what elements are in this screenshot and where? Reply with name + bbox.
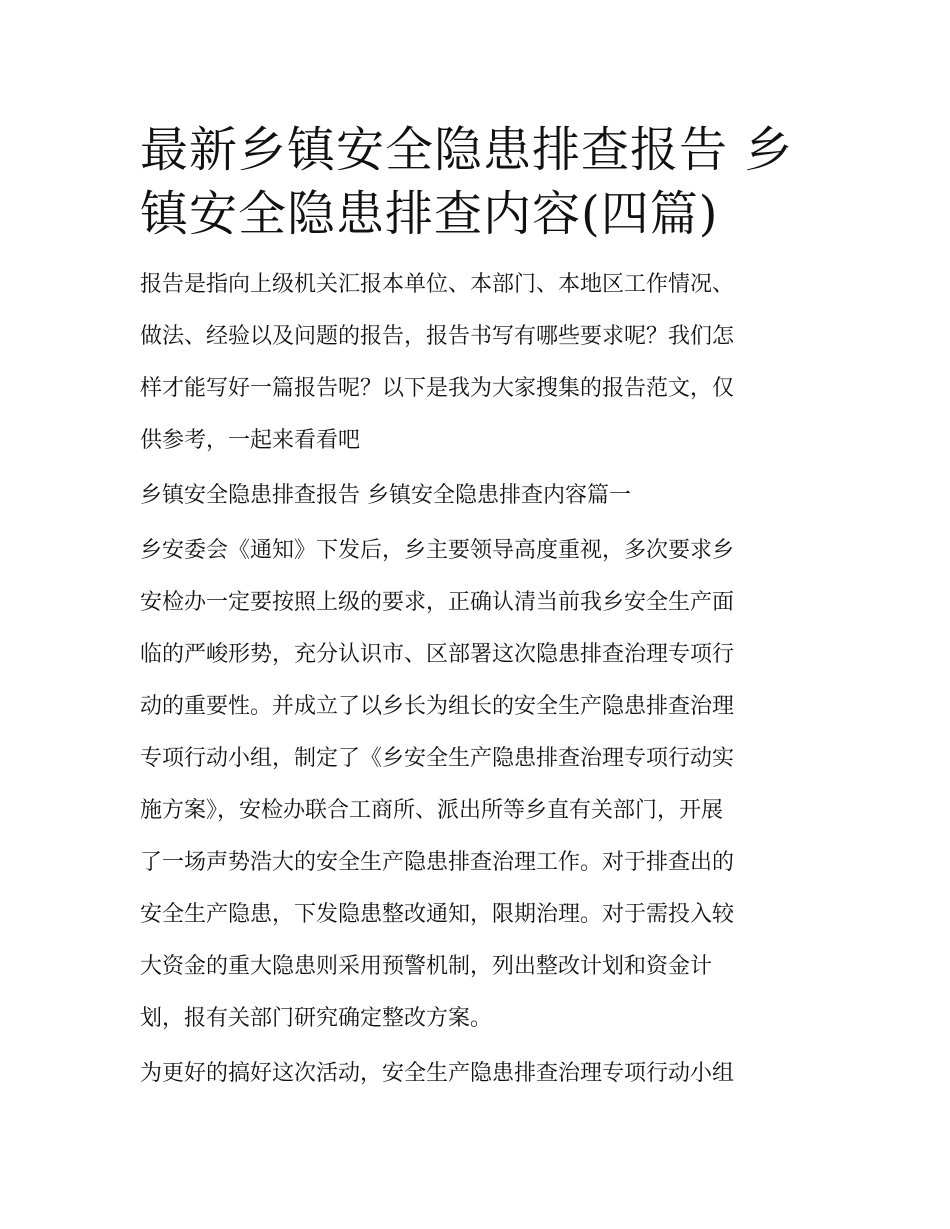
text-line: 大资金的重大隐患则采用预警机制，列出整改计划和资金计	[140, 954, 713, 979]
intro-paragraph	[140, 259, 816, 467]
text-line: 了一场声势浩大的安全生产隐患排查治理工作。对于排查出的	[140, 850, 735, 875]
document-body	[140, 259, 816, 1100]
body-paragraph-2	[140, 1048, 816, 1100]
text-line: 施方案》，安检办联合工商所、派出所等乡直有关部门，开展	[140, 798, 724, 823]
text-line: 为更好的搞好这次活动，安全生产隐患排查治理专项行动小组	[140, 1061, 735, 1086]
document-content	[140, 118, 816, 1103]
title-line: 镇安全隐患排查内容(四篇)	[140, 186, 719, 242]
text-line: 供参考，一起来看看吧	[140, 428, 361, 453]
text-line: 划，报有关部门研究确定整改方案。	[140, 1006, 493, 1031]
section-heading	[140, 470, 816, 522]
text-line: 安检办一定要按照上级的要求，正确认清当前我乡安全生产面	[140, 590, 735, 615]
body-paragraph-1	[140, 525, 816, 1045]
text-line: 专项行动小组，制定了《乡安全生产隐患排查治理专项行动实	[140, 746, 735, 771]
text-line: 样才能写好一篇报告呢？以下是我为大家搜集的报告范文，仅	[140, 376, 735, 401]
text-line: 乡安委会《通知》下发后，乡主要领导高度重视，多次要求乡	[140, 538, 735, 563]
text-line: 做法、经验以及问题的报告，报告书写有哪些要求呢？我们怎	[140, 324, 735, 349]
text-line: 安全生产隐患，下发隐患整改通知，限期治理。对于需投入较	[140, 902, 735, 927]
text-line: 报告是指向上级机关汇报本单位、本部门、本地区工作情况、	[140, 272, 735, 297]
title-line: 最新乡镇安全隐患排查报告 乡	[140, 122, 794, 178]
section-heading-text: 乡镇安全隐患排查报告 乡镇安全隐患排查内容篇一	[140, 483, 631, 508]
text-line: 动的重要性。并成立了以乡长为组长的安全生产隐患排查治理	[140, 694, 735, 719]
document-title	[140, 118, 816, 246]
text-line: 临的严峻形势，充分认识市、区部署这次隐患排查治理专项行	[140, 642, 735, 667]
